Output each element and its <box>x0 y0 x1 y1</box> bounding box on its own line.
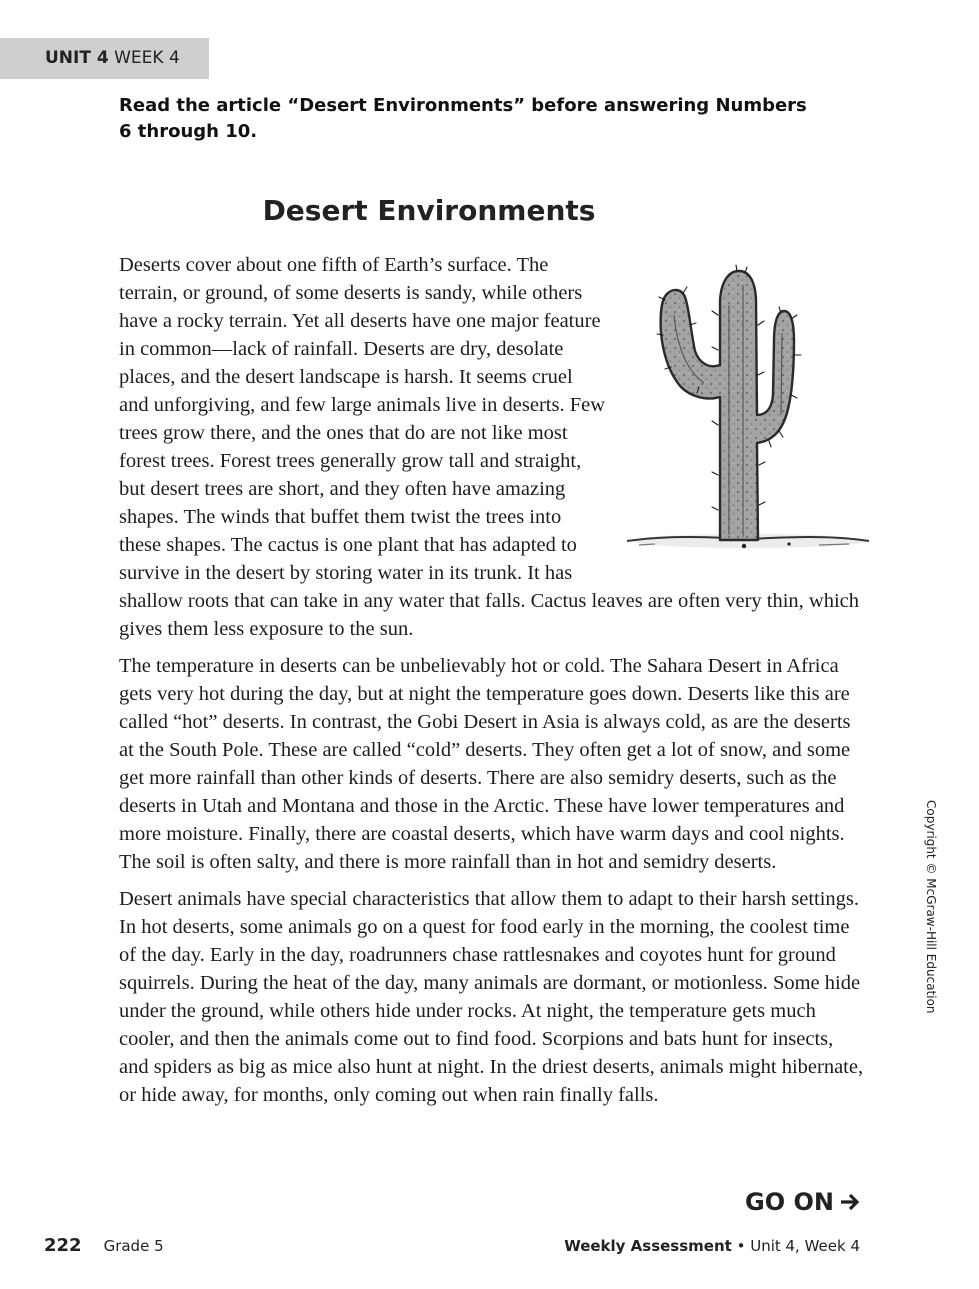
article-paragraph-1: Deserts cover about one fifth of Earth’s surface. The terrain, or ground, of some deserts is sandy, while others have a rocky terrain. Yet all deserts have one major feature in common—lack of rainfall. Deserts are dry, desolate places, and the desert landscape is harsh. It seems cruel and unforgiving, and few large animals live in deserts. Few trees grow there, and the ones that do are not like most forest trees. Forest trees generally grow tall and straight, but desert trees are short, and they often have amazing shapes. The winds that buffet them twist the trees into these shapes. The cactus is one plant that has adapted to survive in the desert by storing water in its trunk. It has shallow roots that can take in any water that falls. Cactus leaves are often very thin, which gives them less exposure to the sun. <box>119 254 860 640</box>
article-title: Desert Environments <box>262 194 596 227</box>
article-paragraph-3: Desert animals have special characteristics that allow them to adapt to their harsh settings. In hot deserts, some animals go on a quest for food early in the morning, the coolest time of the day. Early in the day, roadrunners chase rattlesnakes and coyotes hunt for ground squirrels. During the heat of the day, many animals are dormant, or motionless. Some hide under the ground, while others hide under rocks. At night, the temperature gets much cooler, and then the animals come out to find food. Scorpions and bats hunt for insects, and spiders as big as mice also hunt at night. In the driest deserts, animals might hibernate, or hide away, for months, only coming out when rain finally falls. <box>119 888 864 1106</box>
cactus-icon <box>619 255 874 565</box>
instructions: Read the article “Desert Environments” before answering Numbers 6 through 10. <box>119 95 807 142</box>
grade-label: Grade 5 <box>103 1237 164 1255</box>
page-number: 222 <box>44 1235 82 1256</box>
unit-week-tab <box>0 38 209 79</box>
assessment-label: Weekly Assessment <box>564 1237 732 1255</box>
article-body <box>119 251 864 1118</box>
copyright-notice <box>924 800 948 1040</box>
go-on-label: GO ON <box>745 1188 834 1216</box>
footer-left <box>44 1235 164 1256</box>
footer-right <box>564 1237 860 1255</box>
unit-label: UNIT 4 <box>45 48 109 68</box>
go-on-indicator <box>745 1188 860 1216</box>
article-paragraph-2: The temperature in deserts can be unbelievably hot or cold. The Sahara Desert in Africa gets very hot during the day, but at night the temperature goes down. Deserts like this are called “hot” deserts. In contrast, the Gobi Desert in Asia is always cold, as are the deserts at the South Pole. These are called “cold” deserts. They often get a lot of snow, and some get more rainfall than other kinds of deserts. There are also semidry deserts, such as the deserts in Utah and Montana and those in the Arctic. These have lower temperatures and more moisture. Finally, there are coastal deserts, which have warm days and cool nights. The soil is often salty, and there is more rainfall than in hot and semidry deserts. <box>119 655 851 873</box>
copyright-text: Copyright © McGraw-Hill Education <box>924 800 938 1014</box>
arrow-right-icon <box>840 1193 860 1211</box>
week-label: WEEK 4 <box>114 48 180 68</box>
unit-week-label: • Unit 4, Week 4 <box>736 1237 860 1255</box>
cactus-illustration <box>619 255 874 565</box>
